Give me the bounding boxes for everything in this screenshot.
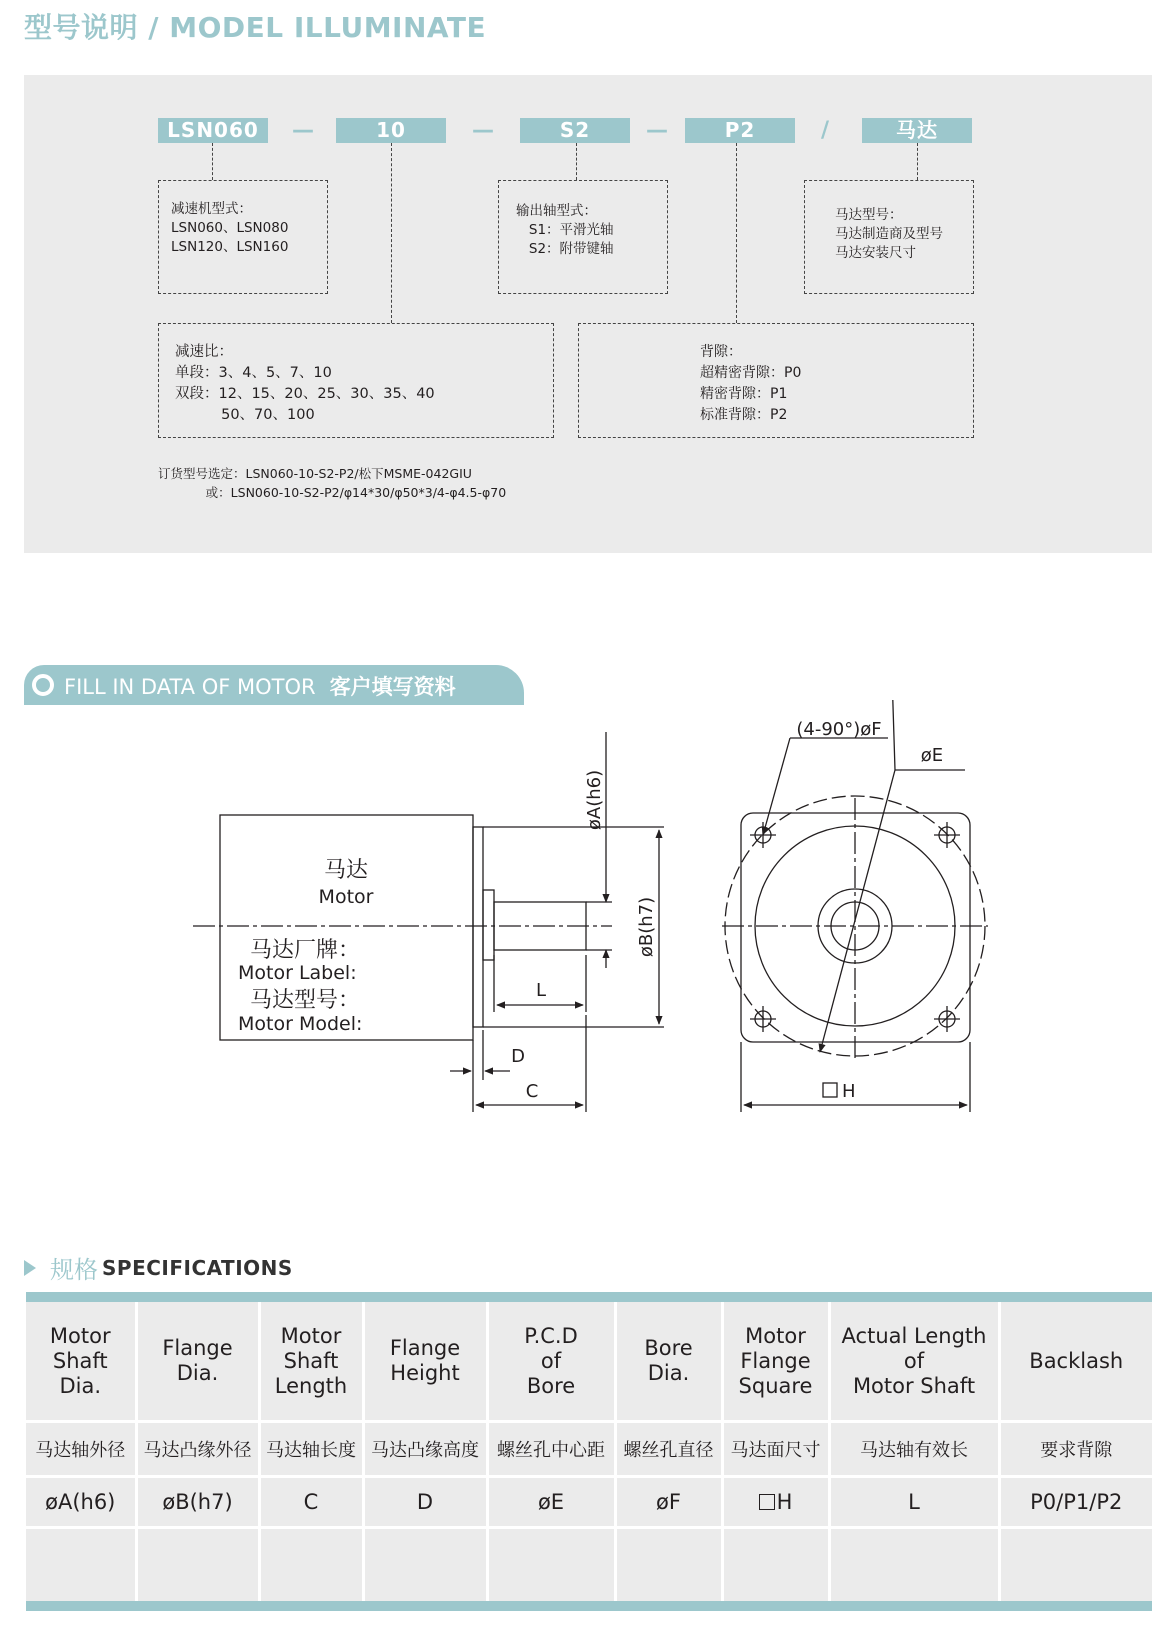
table-bottom-bar bbox=[26, 1601, 1152, 1611]
specifications-title bbox=[24, 1250, 293, 1285]
bore-hole-bottom-left bbox=[750, 1006, 776, 1032]
symbol-cell: øE bbox=[487, 1477, 615, 1528]
motor-type-cn: 马达型号： bbox=[250, 988, 361, 1013]
symbol-cell: L bbox=[829, 1477, 999, 1528]
dim-h-label: H bbox=[842, 1081, 856, 1102]
dim-f-label: (4-90°)øF bbox=[796, 719, 882, 740]
dim-c-label: C bbox=[525, 1081, 539, 1102]
dim-d-label: D bbox=[511, 1046, 525, 1067]
input-cell[interactable] bbox=[615, 1528, 722, 1606]
motor-dimension-drawing bbox=[0, 700, 1155, 1120]
column-header-en: Motor Shaft Dia. bbox=[26, 1302, 136, 1422]
bore-hole-bottom-right bbox=[934, 1006, 960, 1032]
code-separator: — bbox=[472, 118, 494, 143]
code-separator: — bbox=[292, 118, 314, 143]
code-separator: — bbox=[646, 118, 668, 143]
column-header-cn: 螺丝孔中心距 bbox=[487, 1422, 615, 1477]
symbol-cell: øA(h6) bbox=[26, 1477, 136, 1528]
connector-line bbox=[576, 143, 577, 180]
input-cell[interactable] bbox=[136, 1528, 259, 1606]
square-symbol-icon bbox=[759, 1494, 775, 1510]
specifications-title-en: SPECIFICATIONS bbox=[102, 1255, 293, 1280]
table-row bbox=[26, 1302, 1152, 1422]
backlash-text: 背隙： 超精密背隙：P0 精密背隙：P1 标准背隙：P2 bbox=[700, 344, 802, 423]
table-row bbox=[26, 1477, 1152, 1528]
motor-flange-outline bbox=[473, 827, 483, 1027]
code-part-ratio: 10 bbox=[336, 118, 446, 143]
dim-l-label: L bbox=[535, 980, 547, 1001]
shaft-collar-outline bbox=[483, 890, 494, 960]
connector-line bbox=[391, 143, 392, 323]
motor-section-title-cn: 客户填写资料 bbox=[329, 675, 456, 699]
column-header-cn: 马达凸缘外径 bbox=[136, 1422, 259, 1477]
ratio-box bbox=[158, 323, 554, 438]
reducer-model-text: 减速机型式： LSN060、LSN080 LSN120、LSN160 bbox=[171, 201, 289, 255]
motor-section-title-text bbox=[64, 671, 456, 701]
input-cell[interactable] bbox=[26, 1528, 136, 1606]
table-row-input[interactable] bbox=[26, 1528, 1152, 1606]
table-row bbox=[26, 1422, 1152, 1477]
symbol-cell-square bbox=[722, 1477, 829, 1528]
dim-a-label: øA(h6) bbox=[584, 769, 605, 831]
symbol-cell: C bbox=[259, 1477, 363, 1528]
symbol-cell: P0/P1/P2 bbox=[999, 1477, 1152, 1528]
square-symbol-icon bbox=[823, 1083, 837, 1097]
specifications-table bbox=[26, 1302, 1152, 1607]
symbol-cell-text: H bbox=[776, 1490, 793, 1514]
column-header-en: Backlash bbox=[999, 1302, 1152, 1422]
ratio-text: 减速比： 单段：3、4、5、7、10 双段：12、15、20、25、30、35、40 50、70、100 bbox=[175, 344, 435, 423]
input-cell[interactable] bbox=[259, 1528, 363, 1606]
dim-b-label: øB(h7) bbox=[636, 896, 657, 958]
symbol-cell: øF bbox=[615, 1477, 722, 1528]
dim-e-label: øE bbox=[920, 745, 944, 766]
order-example-line2: 或：LSN060-10-S2-P2/φ14*30/φ50*3/4-φ4.5-φ70 bbox=[158, 485, 507, 500]
input-cell[interactable] bbox=[487, 1528, 615, 1606]
motor-section-title-en: FILL IN DATA OF MOTOR bbox=[64, 675, 316, 699]
connector-line bbox=[212, 143, 213, 180]
column-header-en: Actual Length of Motor Shaft bbox=[829, 1302, 999, 1422]
motor-label-cn: 马达 bbox=[323, 858, 369, 883]
table-top-bar bbox=[26, 1292, 1152, 1302]
reducer-model-box bbox=[158, 180, 328, 294]
motor-type-en: Motor Model: bbox=[238, 1013, 363, 1035]
column-header-cn: 马达凸缘高度 bbox=[363, 1422, 487, 1477]
input-cell[interactable] bbox=[363, 1528, 487, 1606]
motor-brand-cn: 马达厂牌： bbox=[250, 938, 361, 963]
column-header-en: Flange Dia. bbox=[136, 1302, 259, 1422]
motor-section-title bbox=[24, 665, 524, 705]
motor-label-en: Motor bbox=[318, 886, 374, 908]
column-header-en: Motor Shaft Length bbox=[259, 1302, 363, 1422]
motor-brand-en: Motor Label: bbox=[238, 962, 357, 984]
column-header-cn: 螺丝孔直径 bbox=[615, 1422, 722, 1477]
column-header-cn: 马达轴外径 bbox=[26, 1422, 136, 1477]
column-header-cn: 马达轴长度 bbox=[259, 1422, 363, 1477]
code-part-motor: 马达 bbox=[862, 118, 972, 143]
triangle-bullet-icon bbox=[24, 1260, 36, 1276]
output-shaft-text: 输出轴型式： S1：平滑光轴 S2：附带键轴 bbox=[516, 203, 614, 257]
input-cell[interactable] bbox=[829, 1528, 999, 1606]
column-header-en: P.C.D of Bore bbox=[487, 1302, 615, 1422]
connector-line bbox=[917, 143, 918, 180]
column-header-en: Motor Flange Square bbox=[722, 1302, 829, 1422]
column-header-en: Flange Height bbox=[363, 1302, 487, 1422]
order-example-line1: 订货型号选定：LSN060-10-S2-P2/松下MSME-042GIU bbox=[158, 466, 472, 481]
column-header-cn: 马达面尺寸 bbox=[722, 1422, 829, 1477]
input-cell[interactable] bbox=[999, 1528, 1152, 1606]
code-part-shaft: S2 bbox=[520, 118, 630, 143]
code-part-series: LSN060 bbox=[158, 118, 268, 143]
output-shaft-box bbox=[498, 180, 668, 294]
input-cell[interactable] bbox=[722, 1528, 829, 1606]
motor-model-box bbox=[804, 180, 974, 294]
symbol-cell: D bbox=[363, 1477, 487, 1528]
symbol-cell: øB(h7) bbox=[136, 1477, 259, 1528]
backlash-box bbox=[578, 323, 974, 438]
column-header-en: Bore Dia. bbox=[615, 1302, 722, 1422]
specifications-title-cn: 规格 bbox=[50, 1256, 98, 1284]
code-separator: / bbox=[820, 118, 830, 143]
code-part-backlash: P2 bbox=[685, 118, 795, 143]
connector-line bbox=[736, 143, 737, 323]
page-title: 型号说明 / MODEL ILLUMINATE bbox=[24, 11, 487, 44]
column-header-cn: 马达轴有效长 bbox=[829, 1422, 999, 1477]
circle-bullet-icon bbox=[32, 674, 54, 696]
column-header-cn: 要求背隙 bbox=[999, 1422, 1152, 1477]
motor-model-text: 马达型号： 马达制造商及型号 马达安装尺寸 bbox=[835, 207, 943, 261]
